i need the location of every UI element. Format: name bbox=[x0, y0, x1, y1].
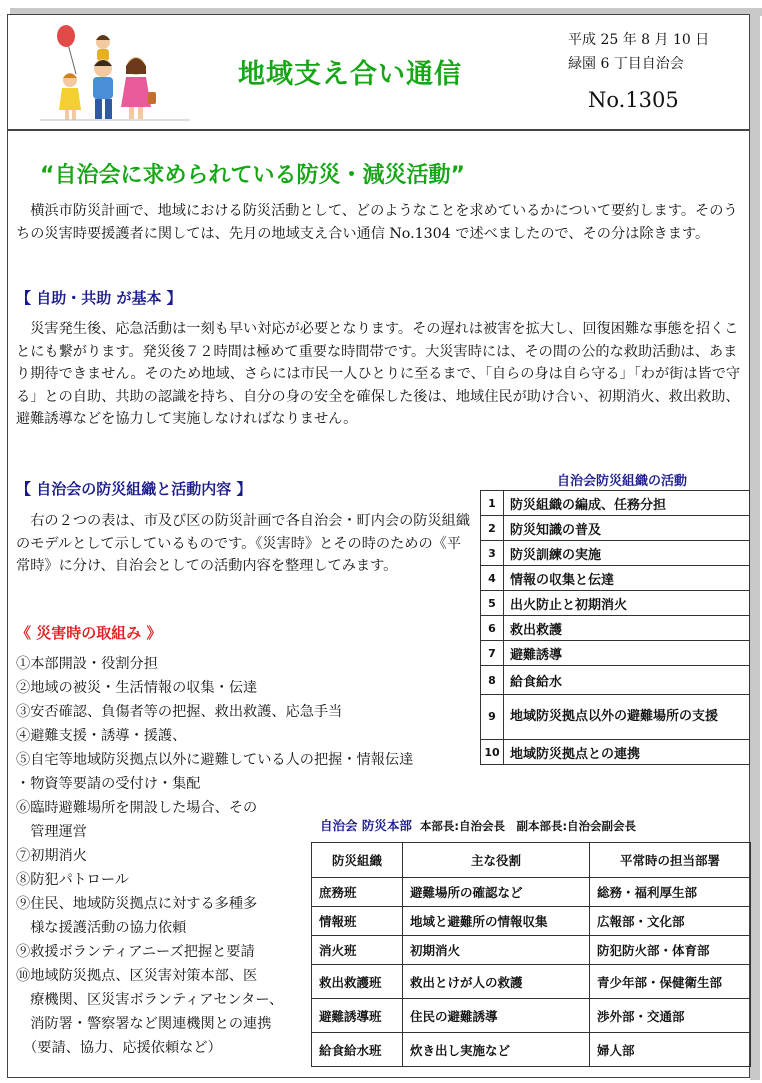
table-cell: 避難誘導班 bbox=[312, 999, 403, 1033]
organization-name: 緑園 6 丁目自治会 bbox=[568, 56, 684, 72]
section-self-help-body: 災害発生後、応急活動は一刻も早い対応が必要となります。その遅れは被害を拡大し、回復困難な事態を招くことにも繋がります。発災後７２時間は極めて重要な時間帯です。大災害時には、その間の公的な救助活動は、あまり期待できません。そのため地域、さらには市民一人ひとりに至るまで、「自らの身は自ら守る」「わが街は皆で守る」との自助、共助の認識を持ち、自分の身の安全を確保した後は、地域住民が助け合い、初期消火、救出救助、避難誘導などを協力して実施しなければなりません。 bbox=[16, 321, 741, 427]
table-row bbox=[481, 641, 750, 666]
activity-cell: 情報の収集と伝達 bbox=[504, 566, 750, 591]
table-row bbox=[481, 491, 750, 516]
row-number: 5 bbox=[481, 591, 504, 616]
org-table-caption: 自治会防災組織の活動 bbox=[557, 474, 688, 489]
column-header: 防災組織 bbox=[312, 843, 403, 878]
list-item: ②地域の被災・生活情報の収集・伝達 bbox=[16, 680, 258, 696]
table-cell: 初期消火 bbox=[403, 936, 590, 965]
list-item: ④避難支援・誘導・援護、 bbox=[16, 728, 187, 744]
table-row bbox=[481, 666, 750, 695]
issue-number: No.1305 bbox=[588, 88, 679, 112]
activity-cell: 出火防止と初期消火 bbox=[504, 591, 750, 616]
row-number: 3 bbox=[481, 541, 504, 566]
table-row bbox=[481, 516, 750, 541]
list-item: ⑩地域防災拠点、区災害対策本部、医 bbox=[16, 968, 258, 984]
activity-cell: 地域防災拠点との連携 bbox=[504, 740, 750, 765]
table-row bbox=[312, 1033, 751, 1067]
row-number: 2 bbox=[481, 516, 504, 541]
table-row bbox=[312, 936, 751, 965]
row-number: 8 bbox=[481, 666, 504, 695]
table-cell: 給食給水班 bbox=[312, 1033, 403, 1067]
table-row bbox=[312, 999, 751, 1033]
list-item: 消防署・警察署など関連機関との連携 bbox=[16, 1016, 272, 1032]
activity-cell: 防災知識の普及 bbox=[504, 516, 750, 541]
header-divider bbox=[7, 129, 750, 131]
hq-roles-table bbox=[311, 842, 751, 1067]
table-row bbox=[481, 740, 750, 765]
row-number: 6 bbox=[481, 616, 504, 641]
column-header: 主な役割 bbox=[403, 843, 590, 878]
hq-table-caption bbox=[320, 816, 636, 834]
list-item: 管理運営 bbox=[16, 824, 87, 840]
table-cell: 消火班 bbox=[312, 936, 403, 965]
table-cell: 防犯防火部・体育部 bbox=[590, 936, 751, 965]
table-row bbox=[312, 878, 751, 907]
table-cell: 青少年部・保健衛生部 bbox=[590, 965, 751, 999]
table-row bbox=[312, 965, 751, 999]
table-cell: 救出とけが人の救護 bbox=[403, 965, 590, 999]
table-cell: 広報部・文化部 bbox=[590, 907, 751, 936]
list-item: ・物資等要請の受付け・集配 bbox=[16, 776, 201, 792]
list-item: ⑨救援ボランティアニーズ把握と要請 bbox=[16, 944, 255, 960]
table-cell: 婦人部 bbox=[590, 1033, 751, 1067]
list-item: 療機関、区災害ボランティアセンター、 bbox=[16, 992, 284, 1008]
row-number: 4 bbox=[481, 566, 504, 591]
table-cell: 総務・福利厚生部 bbox=[590, 878, 751, 907]
page-shadow-right bbox=[750, 14, 760, 1080]
table-cell: 住民の避難誘導 bbox=[403, 999, 590, 1033]
family-balloon-illustration bbox=[40, 22, 190, 124]
list-item: ⑦初期消火 bbox=[16, 848, 87, 864]
section-disaster-heading: 《 災害時の取組み 》 bbox=[16, 624, 162, 642]
section-organization-heading: 【 自治会の防災組織と活動内容 】 bbox=[16, 480, 252, 498]
activity-cell: 給食給水 bbox=[504, 666, 750, 695]
table-cell: 情報班 bbox=[312, 907, 403, 936]
table-row bbox=[481, 695, 750, 740]
table-cell: 救出救護班 bbox=[312, 965, 403, 999]
activity-cell: 防災組織の編成、任務分担 bbox=[504, 491, 750, 516]
section-self-help-heading: 【 自助・共助 が基本 】 bbox=[16, 289, 182, 307]
row-number: 7 bbox=[481, 641, 504, 666]
activity-cell: 防災訓練の実施 bbox=[504, 541, 750, 566]
table-header-row bbox=[312, 843, 751, 878]
activity-cell: 救出救護 bbox=[504, 616, 750, 641]
intro-paragraph: 横浜市防災計画で、地域における防災活動として、どのようなことを求めているかについて要約します。そのうちの災害時要援護者に関しては、先月の地域支え合い通信 No.1304 で述べましたので、その分は除きます。 bbox=[16, 203, 738, 242]
list-item: ①本部開設・役割分担 bbox=[16, 656, 158, 672]
list-item: 様な援護活動の協力依頼 bbox=[16, 920, 187, 936]
table-row bbox=[312, 907, 751, 936]
list-item: ⑤自宅等地域防災拠点以外に避難している人の把握・情報伝達 bbox=[16, 752, 414, 768]
table-cell: 庶務班 bbox=[312, 878, 403, 907]
list-item: （要請、協力、応援依頼など） bbox=[16, 1040, 222, 1056]
list-item: ③安否確認、負傷者等の把握、救出救護、応急手当 bbox=[16, 704, 343, 720]
table-cell: 渉外部・交通部 bbox=[590, 999, 751, 1033]
table-cell: 炊き出し実施など bbox=[403, 1033, 590, 1067]
org-activities-table bbox=[480, 490, 750, 765]
section-organization-body: 右の２つの表は、市及び区の防災計画で各自治会・町内会の防災組織のモデルとして示しているものです。《災害時》とその時のための《平常時》に分け、自治会としての活動内容を整理してみます。 bbox=[16, 513, 471, 574]
table-row bbox=[481, 566, 750, 591]
hq-caption-title: 自治会 防災本部 bbox=[320, 818, 412, 833]
table-cell: 地域と避難所の情報収集 bbox=[403, 907, 590, 936]
newsletter-title: 地域支え合い通信 bbox=[238, 59, 462, 90]
row-number: 9 bbox=[481, 695, 504, 740]
main-title: “自治会に求められている防災・減災活動” bbox=[40, 163, 465, 188]
issue-date: 平成 25 年 8 月 10 日 bbox=[568, 32, 710, 48]
row-number: 10 bbox=[481, 740, 504, 765]
activity-cell: 避難誘導 bbox=[504, 641, 750, 666]
list-item: ⑥臨時避難場所を開設した場合、その bbox=[16, 800, 258, 816]
table-cell: 避難場所の確認など bbox=[403, 878, 590, 907]
date-block bbox=[568, 28, 709, 76]
table-row bbox=[481, 541, 750, 566]
hq-caption-roles: 本部長:自治会長 副本部長:自治会副会長 bbox=[419, 819, 637, 833]
table-row bbox=[481, 591, 750, 616]
list-item: ⑧防犯パトロール bbox=[16, 872, 129, 888]
row-number: 1 bbox=[481, 491, 504, 516]
column-header: 平常時の担当部署 bbox=[590, 843, 751, 878]
list-item: ⑨住民、地域防災拠点に対する多種多 bbox=[16, 896, 258, 912]
table-row bbox=[481, 616, 750, 641]
activity-cell: 地域防災拠点以外の避難場所の支援 bbox=[504, 695, 750, 740]
